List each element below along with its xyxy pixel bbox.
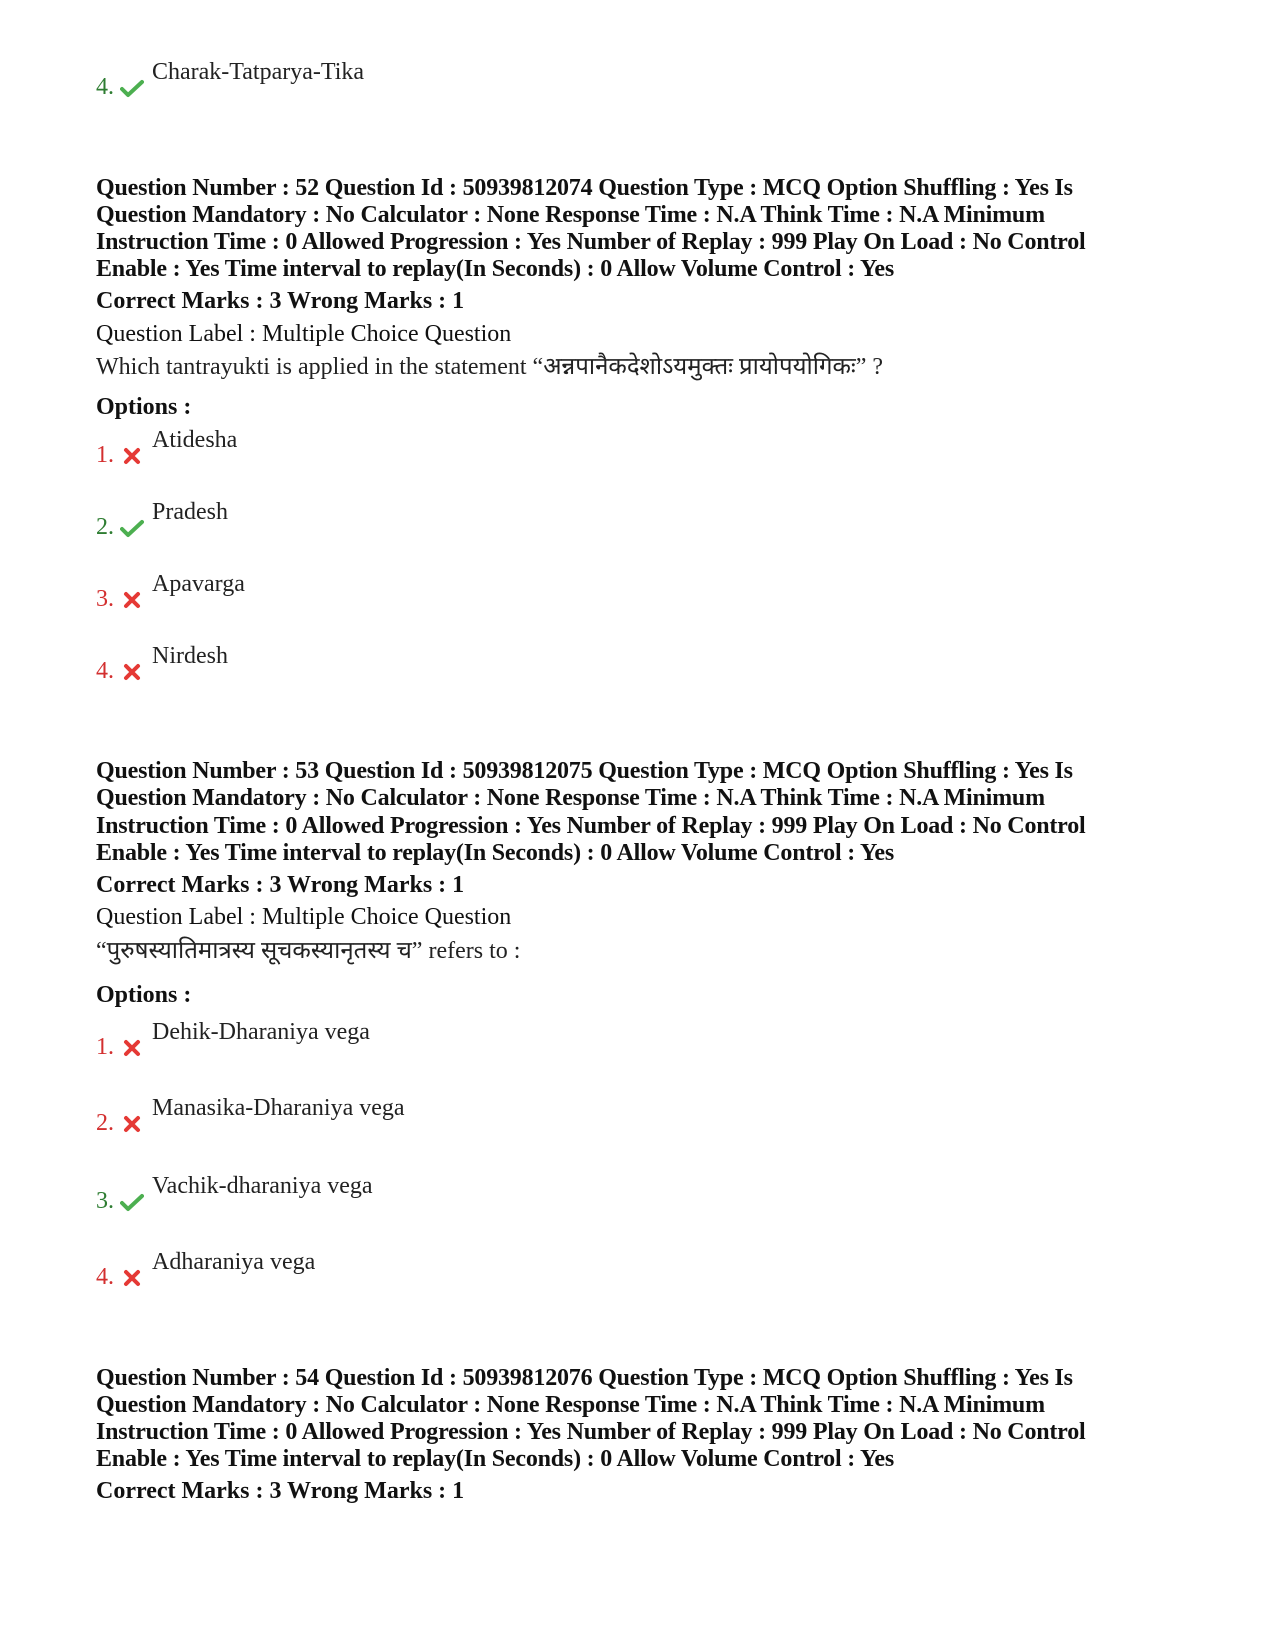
question-meta-line: Instruction Time : 0 Allowed Progression : Yes Number of Replay : 999 Play On Load : No Control — [96, 1419, 1086, 1445]
option-item — [96, 499, 696, 540]
option-item — [96, 427, 696, 468]
option-item — [96, 1019, 696, 1060]
cross-icon — [120, 590, 144, 610]
question-meta-line: Enable : Yes Time interval to replay(In Seconds) : 0 Allow Volume Control : Yes — [96, 256, 895, 282]
question-meta-line: Question Number : 53 Question Id : 50939812075 Question Type : MCQ Option Shuffling : Yes Is — [96, 758, 1073, 784]
option-text: Nirdesh — [152, 643, 228, 669]
option-number: 3. — [96, 1188, 114, 1214]
option-number: 2. — [96, 1110, 114, 1136]
option-text: Adharaniya vega — [152, 1249, 316, 1275]
check-icon — [120, 1192, 144, 1212]
question-label: Question Label : Multiple Choice Question — [96, 904, 512, 930]
option-item — [96, 571, 696, 612]
question-meta-line: Enable : Yes Time interval to replay(In Seconds) : 0 Allow Volume Control : Yes — [96, 840, 895, 866]
options-heading: Options : — [96, 394, 192, 420]
question-meta-line: Instruction Time : 0 Allowed Progression : Yes Number of Replay : 999 Play On Load : No Control — [96, 229, 1086, 255]
marks-line: Correct Marks : 3 Wrong Marks : 1 — [96, 288, 465, 314]
question-meta-line: Enable : Yes Time interval to replay(In Seconds) : 0 Allow Volume Control : Yes — [96, 1446, 895, 1472]
option-number: 2. — [96, 514, 114, 540]
option-number: 4. — [96, 1264, 114, 1290]
option-text: Manasika-Dharaniya vega — [152, 1095, 405, 1121]
options-heading: Options : — [96, 982, 192, 1008]
cross-icon — [120, 1268, 144, 1288]
option-item — [96, 59, 696, 100]
option-item — [96, 1173, 696, 1214]
option-item — [96, 1249, 696, 1290]
cross-icon — [120, 1114, 144, 1134]
question-meta-line: Question Number : 54 Question Id : 50939812076 Question Type : MCQ Option Shuffling : Yes Is — [96, 1365, 1073, 1391]
option-number: 4. — [96, 658, 114, 684]
option-number: 1. — [96, 442, 114, 468]
option-text: Vachik-dharaniya vega — [152, 1173, 373, 1199]
option-item — [96, 1095, 696, 1136]
question-text: Which tantrayukti is applied in the statement “अन्नपानैकदेशोऽयमुक्तः प्रायोपयोगिकः” ? — [96, 354, 884, 380]
option-text: Atidesha — [152, 427, 238, 453]
question-meta-line: Question Mandatory : No Calculator : None Response Time : N.A Think Time : N.A Minimum — [96, 202, 1045, 228]
option-text: Charak-Tatparya-Tika — [152, 59, 365, 85]
option-text: Pradesh — [152, 499, 228, 525]
check-icon — [120, 518, 144, 538]
question-meta-line: Question Number : 52 Question Id : 50939812074 Question Type : MCQ Option Shuffling : Yes Is — [96, 175, 1073, 201]
question-label: Question Label : Multiple Choice Question — [96, 321, 512, 347]
marks-line: Correct Marks : 3 Wrong Marks : 1 — [96, 872, 465, 898]
question-meta-line: Question Mandatory : No Calculator : None Response Time : N.A Think Time : N.A Minimum — [96, 785, 1045, 811]
option-item — [96, 643, 696, 684]
question-text: “पुरुषस्यातिमात्रस्य सूचकस्यानृतस्य च” refers to : — [96, 938, 521, 964]
check-icon — [120, 78, 144, 98]
option-number: 3. — [96, 586, 114, 612]
option-text: Apavarga — [152, 571, 245, 597]
cross-icon — [120, 1038, 144, 1058]
option-number: 1. — [96, 1034, 114, 1060]
marks-line: Correct Marks : 3 Wrong Marks : 1 — [96, 1478, 465, 1504]
cross-icon — [120, 662, 144, 682]
question-meta-line: Question Mandatory : No Calculator : None Response Time : N.A Think Time : N.A Minimum — [96, 1392, 1045, 1418]
cross-icon — [120, 446, 144, 466]
option-text: Dehik-Dharaniya vega — [152, 1019, 370, 1045]
question-meta-line: Instruction Time : 0 Allowed Progression : Yes Number of Replay : 999 Play On Load : No Control — [96, 813, 1086, 839]
option-number: 4. — [96, 74, 114, 100]
